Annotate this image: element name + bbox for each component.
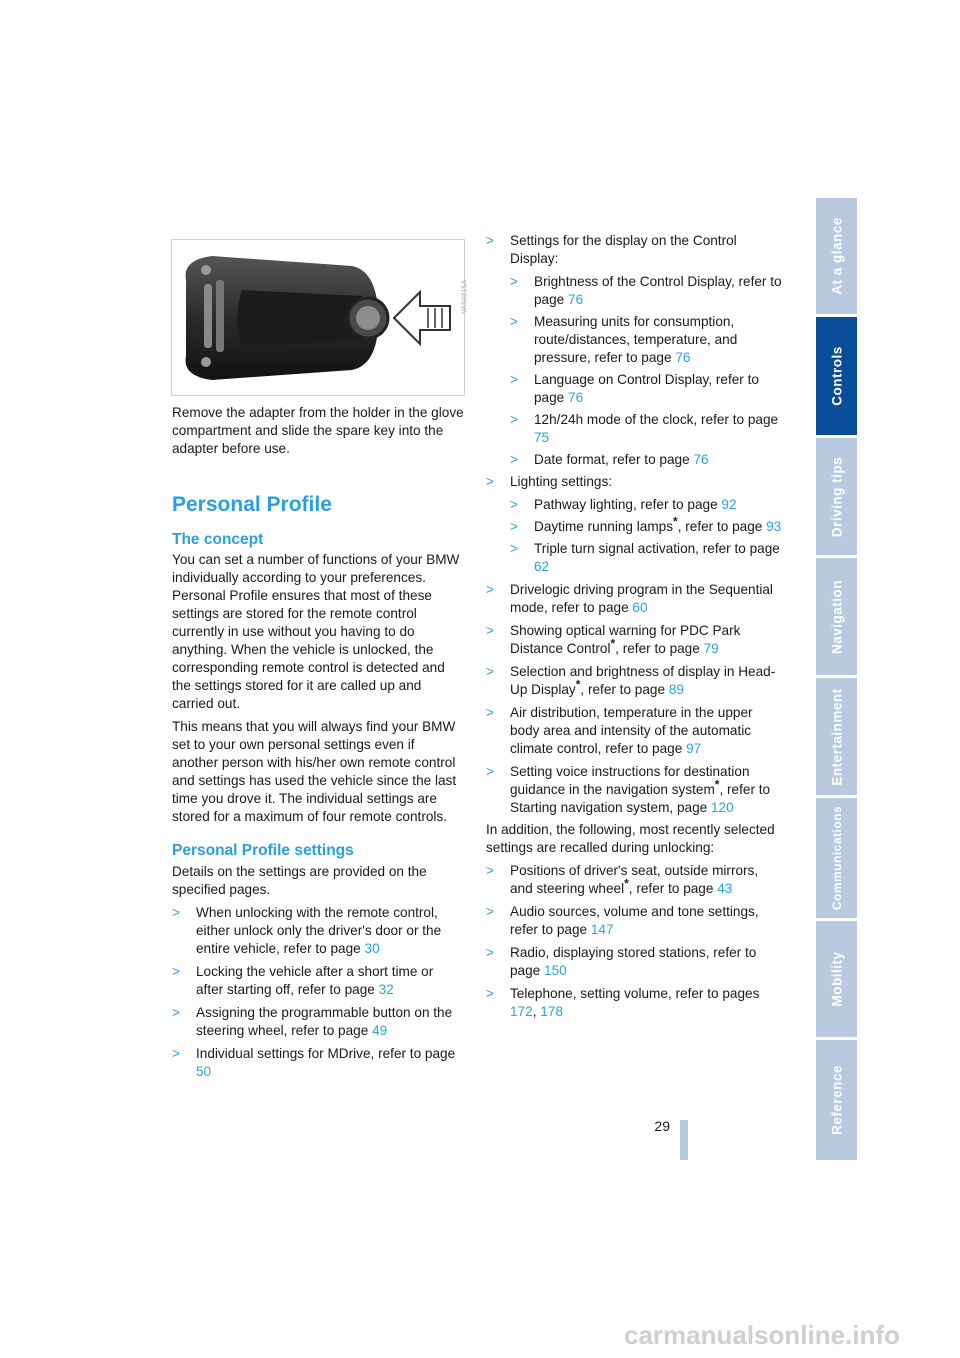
option-star: * (610, 636, 616, 651)
list-item-display: > Settings for the display on the Control Display: > Brightness of the Control Display, refer to page 76 > Measuring units for consumption, route/distances, temperature, and pressure, refer to page 76 > Language on Control Display, refer to page 76 > 12h/24h mode of the clock, refer to page 75 > Date format, refer to page 76 (486, 233, 782, 467)
list-item: > Air distribution, temperature in the upper body area and intensity of the automatic climate control, refer to page 97 (486, 705, 753, 756)
list-item: > Setting voice instructions for destination guidance in the navigation system*, refer to Starting navigation system, page 120 (486, 764, 771, 815)
page-number-bar (680, 1120, 688, 1160)
key-adapter-illustration (172, 240, 464, 395)
page-link[interactable]: 49 (372, 1023, 388, 1038)
page-link[interactable]: 172 (510, 1004, 533, 1019)
page-link[interactable]: 43 (717, 881, 733, 896)
page-link[interactable]: 93 (766, 519, 782, 534)
concept-paragraph-1: You can set a number of functions of your BMW individually according to your preferences. Personal Profile ensures that most of these settings are stored for the remote control currently in use without you having to do anything. When the vehicle is unlocked, the corresponding remote control is detected and the settings stored for it are called up and carried out. (172, 552, 460, 711)
key-adapter-figure (171, 239, 469, 396)
sub-item: > Pathway lighting, refer to page 92 (510, 497, 737, 512)
list-item: > Selection and brightness of display in Head-Up Display*, refer to page 89 (486, 664, 776, 697)
right-column (486, 232, 782, 1021)
page-link[interactable]: 89 (668, 682, 684, 697)
page-link[interactable]: 75 (534, 430, 550, 445)
sub-item: > Measuring units for consumption, route/distances, temperature, and pressure, refer to page 76 (510, 314, 738, 365)
option-star: * (673, 514, 678, 529)
page-link[interactable]: 60 (632, 600, 648, 615)
list-item: > Audio sources, volume and tone settings, refer to page 147 (486, 904, 759, 937)
option-star: * (624, 876, 629, 891)
left-column (172, 404, 464, 1081)
page-link[interactable]: 76 (568, 390, 584, 405)
sub-item: > Daytime running lamps*, refer to page 93 (510, 514, 782, 534)
list-item: > Individual settings for MDrive, refer to page 50 (172, 1046, 456, 1079)
tab-controls[interactable]: Controls (816, 317, 857, 435)
sub-item: > 12h/24h mode of the clock, refer to page 75 (510, 412, 779, 445)
list-item: > Showing optical warning for PDC Park Distance Control*, refer to page 79 (486, 623, 741, 656)
list-item: > Locking the vehicle after a short time or after starting off, refer to page 32 (172, 964, 434, 997)
page-link[interactable]: 76 (568, 292, 584, 307)
page-link[interactable]: 147 (590, 922, 614, 937)
page-link[interactable]: 62 (534, 559, 550, 574)
list-item: > Radio, displaying stored stations, refer to page 150 (486, 945, 757, 978)
concept-paragraph-2: This means that you will always find your BMW set to your own personal settings even if another person with his/her own remote control and settings has used the vehicle since the last time you drove it. The individual settings are stored for a maximum of four remote controls. (172, 719, 457, 824)
page-link[interactable]: 79 (703, 641, 719, 656)
option-star: * (714, 777, 720, 792)
sub-item: > Brightness of the Control Display, refer to page 76 (510, 274, 782, 307)
tab-communications[interactable]: Communications (816, 798, 857, 918)
page-link[interactable]: 30 (364, 941, 380, 956)
settings-intro: Details on the settings are provided on the specified pages. (172, 864, 427, 897)
tab-at-a-glance[interactable]: At a glance (816, 198, 857, 314)
list-item-lighting: > Lighting settings: > Pathway lighting, refer to page 92 > Daytime running lamps*, refer to page 93 > Triple turn signal activation, refer to page 62 (486, 474, 782, 574)
list-item: > Drivelogic driving program in the Sequential mode, refer to page 60 (486, 582, 773, 615)
settings-heading: Personal Profile settings (172, 842, 354, 859)
list-item: > Positions of driver's seat, outside mirrors, and steering wheel*, refer to page 43 (486, 863, 759, 896)
page-link[interactable]: 76 (675, 350, 691, 365)
option-star: * (575, 677, 581, 692)
page-link[interactable]: 178 (540, 1004, 563, 1019)
page-link[interactable]: 120 (711, 800, 734, 815)
intro-paragraph: Remove the adapter from the holder in the glove compartment and slide the spare key into the adapter before use. (172, 405, 464, 456)
tab-entertainment[interactable]: Entertainment (816, 678, 857, 795)
tab-mobility[interactable]: Mobility (816, 921, 857, 1037)
figure-code: VAS0315A (462, 280, 469, 314)
page-link[interactable]: 92 (721, 497, 737, 512)
page-link[interactable]: 32 (378, 982, 394, 997)
list-item: > When unlocking with the remote control, either unlock only the driver's door or the entire vehicle, refer to page 30 (172, 905, 442, 956)
page-link[interactable]: 150 (544, 963, 567, 978)
page-number: 29 (654, 1118, 670, 1134)
page-link[interactable]: 76 (693, 452, 709, 467)
tab-navigation[interactable]: Navigation (816, 558, 857, 675)
list-item: > Telephone, setting volume, refer to pages 172, 178 (486, 986, 760, 1019)
sub-item: > Language on Control Display, refer to page 76 (510, 372, 759, 405)
addition-paragraph: In addition, the following, most recently selected settings are recalled during unlocking: (486, 822, 775, 855)
page-link[interactable]: 97 (686, 741, 702, 756)
watermark: carmanualsonline.info (624, 1320, 900, 1350)
section-title: Personal Profile (172, 493, 332, 516)
sub-item: > Triple turn signal activation, refer to page 62 (510, 541, 780, 574)
concept-heading: The concept (172, 531, 264, 548)
page-link[interactable]: 50 (196, 1064, 212, 1079)
sub-item: > Date format, refer to page 76 (510, 452, 709, 467)
tab-reference[interactable]: Reference (816, 1040, 857, 1160)
list-item: > Assigning the programmable button on the steering wheel, refer to page 49 (172, 1005, 453, 1038)
tab-driving-tips[interactable]: Driving tips (816, 438, 857, 555)
